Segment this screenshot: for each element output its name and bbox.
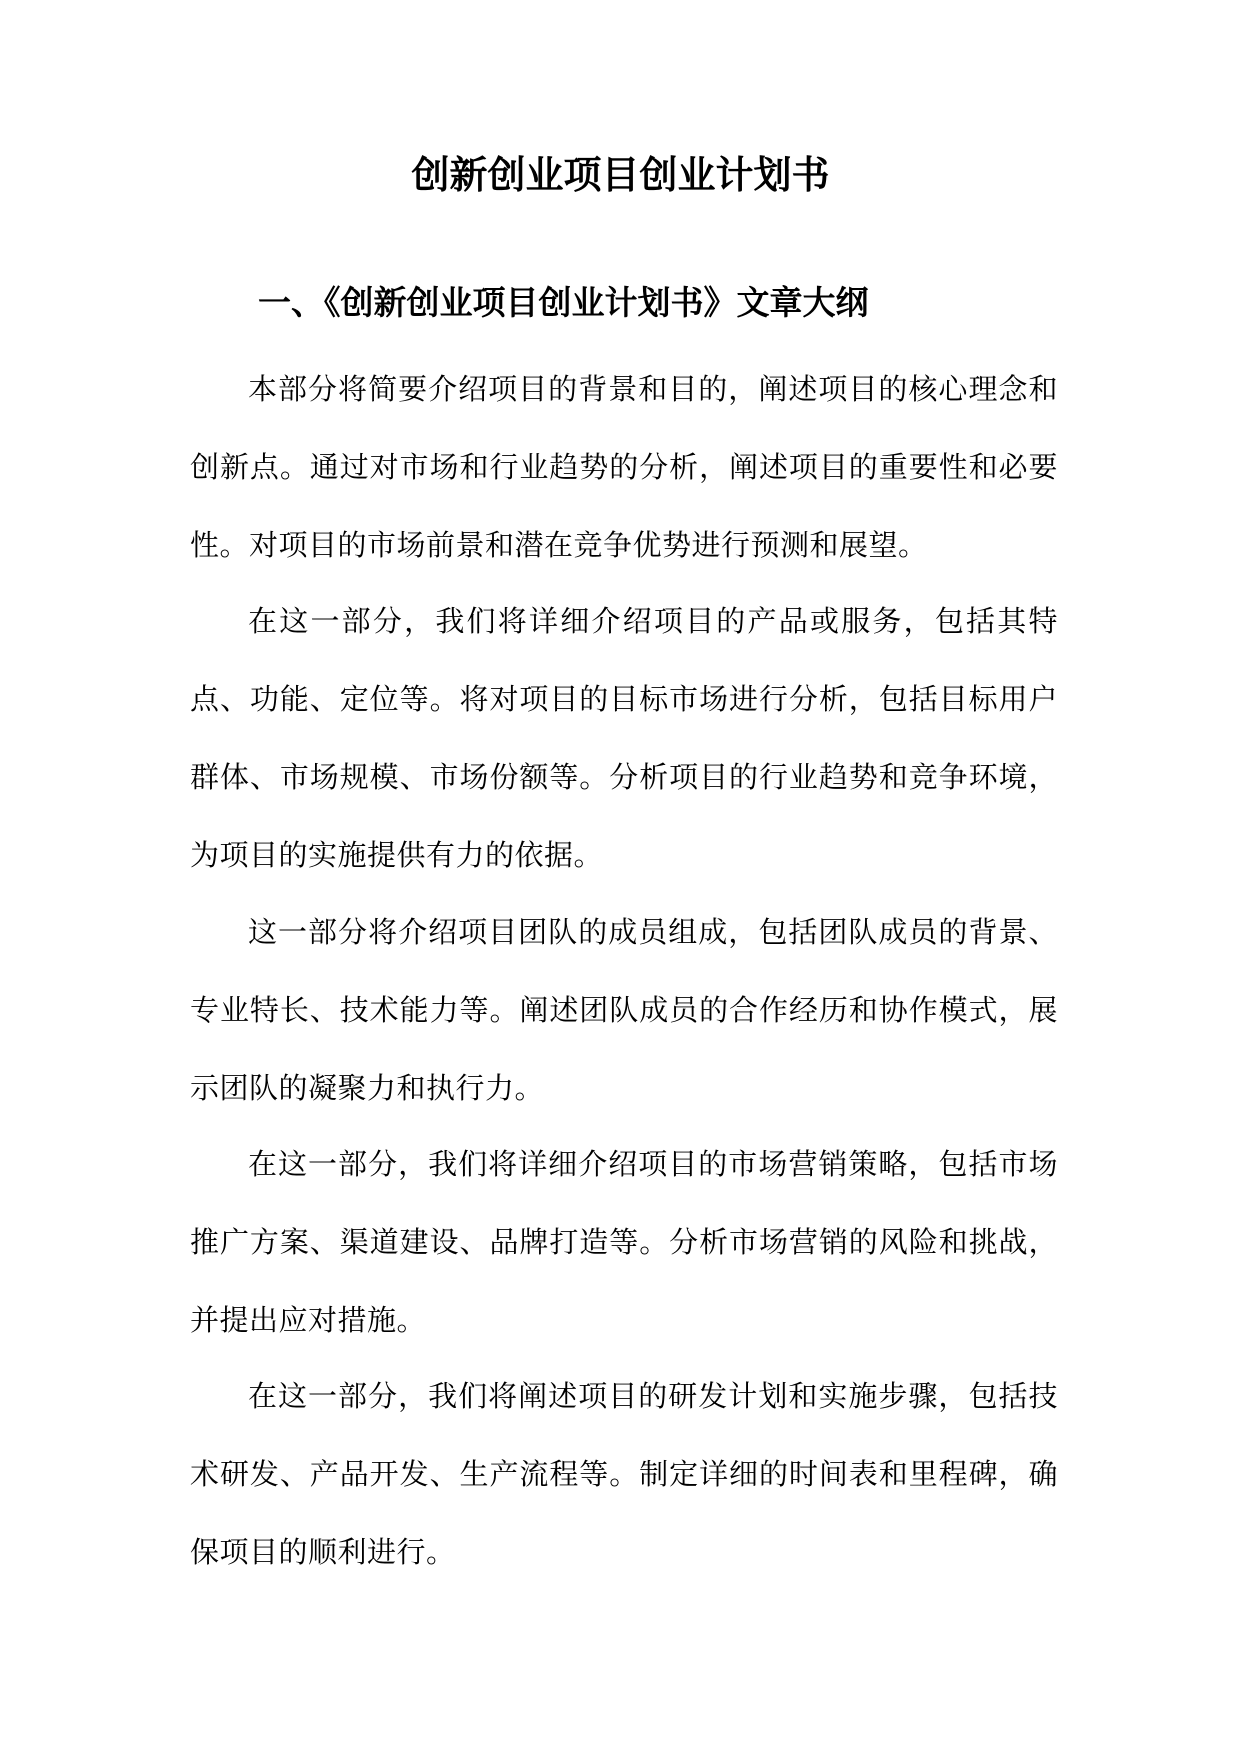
paragraph-marketing: 在这一部分，我们将详细介绍项目的市场营销策略，包括市场推广方案、渠道建设、品牌打造等。分析市场营销的风险和挑战，并提出应对措施。	[190, 1147, 1058, 1337]
paragraph-product: 在这一部分，我们将详细介绍项目的产品或服务，包括其特点、功能、定位等。将对项目的目标市场进行分析，包括目标用户群体、市场规模、市场份额等。分析项目的行业趋势和竞争环境，为项目的实施提供有力的依据。	[190, 604, 1058, 872]
document-title: 创新创业项目创业计划书	[411, 152, 830, 197]
paragraph-team: 这一部分将介绍项目团队的成员组成，包括团队成员的背景、专业特长、技术能力等。阐述团队成员的合作经历和协作模式，展示团队的凝聚力和执行力。	[190, 915, 1058, 1105]
section-heading: 一、《创新创业项目创业计划书》文章大纲	[258, 283, 869, 322]
paragraph-background: 本部分将简要介绍项目的背景和目的，阐述项目的核心理念和创新点。通过对市场和行业趋势的分析，阐述项目的重要性和必要性。对项目的市场前景和潜在竞争优势进行预测和展望。	[190, 372, 1058, 562]
paragraph-rnd: 在这一部分，我们将阐述项目的研发计划和实施步骤，包括技术研发、产品开发、生产流程等。制定详细的时间表和里程碑，确保项目的顺利进行。	[190, 1379, 1058, 1569]
